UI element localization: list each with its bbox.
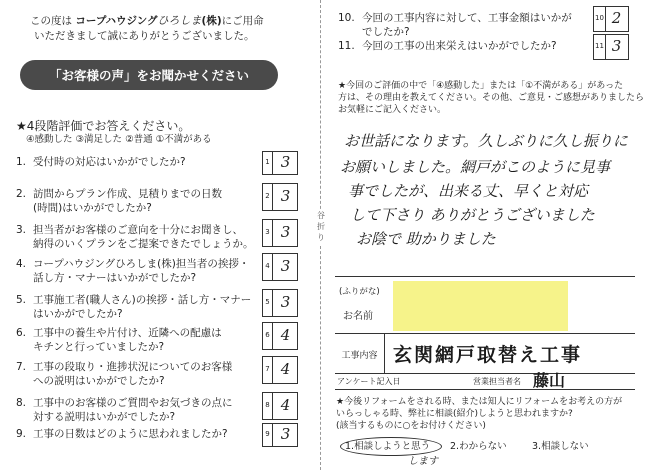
referral-option-2[interactable]: 2.わからない xyxy=(450,441,507,452)
question-line: 今回の工事の出来栄えはいかがでしたか? xyxy=(362,40,557,52)
company-name: コープハウジング xyxy=(75,15,158,27)
question-line: 話し方・マナーはいかがでしたか? xyxy=(33,271,197,284)
question-number: 6. xyxy=(16,327,27,339)
survey-date-label: アンケート記入日 xyxy=(337,377,401,386)
answer-box[interactable] xyxy=(593,6,629,32)
question-line: キチンと行っていましたか? xyxy=(33,340,165,353)
question-text xyxy=(33,428,228,442)
answer-value: 4 xyxy=(280,396,291,415)
answer-box-number: 11 xyxy=(594,35,606,59)
comment-handwritten-line: 事でしたが、出来る丈、早くと対応 xyxy=(348,182,589,200)
answer-box[interactable] xyxy=(262,392,298,420)
question-text xyxy=(33,397,233,424)
question-line: 工事の日数はどのように思われましたか? xyxy=(33,428,228,440)
question-line: はいかがでしたか? xyxy=(33,307,123,320)
question-number: 1. xyxy=(16,156,27,168)
company-suffix: (株) xyxy=(201,15,222,27)
answer-value: 3 xyxy=(280,223,291,242)
referral-intro-line: (該当するものに○をお付けください) xyxy=(336,421,486,432)
fold-char: 谷 xyxy=(317,211,325,220)
referral-option-1[interactable]: 1.相談しようと思う xyxy=(345,441,431,452)
comment-handwritten-line: お願いしました。網戸がこのように見事 xyxy=(340,158,611,176)
staff-value: 藤山 xyxy=(533,371,566,390)
question-text xyxy=(33,224,254,251)
question-line: 担当者がお客様のご意向を十分にお聞きし、 xyxy=(33,224,243,236)
comment-handwritten-line: お世話になります。久しぶりに久し振りに xyxy=(344,132,628,150)
referral-intro xyxy=(336,396,622,432)
answer-box[interactable] xyxy=(262,253,298,281)
survey-row xyxy=(335,371,635,390)
answer-box[interactable] xyxy=(593,34,629,60)
referral-intro-line: いらっしゃる時、弊社に相談(紹介)しようと思われますか? xyxy=(336,409,573,420)
question-number: 3. xyxy=(16,224,27,236)
comment-intro xyxy=(338,80,644,116)
answer-box-number: 5 xyxy=(263,290,273,316)
answer-value: 3 xyxy=(280,153,291,172)
answer-box-number: 4 xyxy=(263,254,273,280)
answer-box-number: 9 xyxy=(263,424,273,446)
question-text xyxy=(33,258,249,285)
question-number: 2. xyxy=(16,188,27,200)
fold-label xyxy=(315,210,327,244)
fold-char: 折 xyxy=(317,222,325,232)
question-number: 10. xyxy=(338,12,355,24)
answer-value: 2 xyxy=(611,9,622,28)
question-text xyxy=(362,40,557,54)
work-label-cell xyxy=(335,334,385,374)
work-label: 工事内容 xyxy=(341,350,378,361)
header-text: この度は xyxy=(30,15,72,27)
question-number: 7. xyxy=(16,361,27,373)
question-line: コープハウジングひろしま(株)担当者の挨拶・ xyxy=(33,258,250,270)
comment-handwritten-line: して下さり ありがとうございました xyxy=(350,206,595,224)
work-row xyxy=(335,334,635,374)
company-name-hw: ひろしま xyxy=(157,14,202,27)
answer-box-number: 8 xyxy=(263,393,273,419)
answer-box-number: 2 xyxy=(263,184,273,210)
answer-value: 3 xyxy=(280,257,291,276)
question-line: 工事中の養生や片付け、近隣への配慮は xyxy=(33,327,222,339)
header-text-2: にご用命 xyxy=(221,15,264,27)
comment-intro-line: ★今回のご評価の中で「④感動した」または「①不満がある」があった xyxy=(338,81,624,91)
question-number: 8. xyxy=(16,397,27,409)
rating-scale: ④感動した ③満足した ②普通 ①不満がある xyxy=(26,134,212,145)
answer-value: 3 xyxy=(280,293,291,312)
answer-value: 3 xyxy=(611,37,622,56)
question-number: 11. xyxy=(338,40,355,52)
question-number: 5. xyxy=(16,294,27,306)
answer-box-number: 3 xyxy=(263,220,273,246)
answer-box[interactable] xyxy=(262,151,298,175)
work-value: 玄関網戸取替え工事 xyxy=(393,344,583,366)
question-number: 4. xyxy=(16,258,27,270)
comment-intro-line: お気軽にご記入ください。 xyxy=(338,105,447,116)
comment-handwritten-line: お陰で 助かりました xyxy=(356,230,496,248)
question-line: 工事施工者(職人さん)の挨拶・話し方・マナー xyxy=(33,294,252,306)
answer-value: 4 xyxy=(280,326,291,345)
answer-box-number: 1 xyxy=(263,152,273,174)
fold-char: り xyxy=(317,233,325,243)
question-text xyxy=(33,156,186,170)
answer-value: 4 xyxy=(280,360,291,379)
answer-box[interactable] xyxy=(262,322,298,350)
question-text xyxy=(33,327,222,354)
furigana-label: (ふりがな) xyxy=(339,287,380,297)
answer-box-number: 6 xyxy=(263,323,273,349)
referral-option-3[interactable]: 3.相談しない xyxy=(532,441,589,452)
answer-box[interactable] xyxy=(262,356,298,384)
answer-value: 3 xyxy=(280,187,291,206)
name-label: お名前 xyxy=(343,311,373,322)
answer-box[interactable] xyxy=(262,423,298,447)
question-line: 受付時の対応はいかがでしたか? xyxy=(33,156,186,168)
header-line-1 xyxy=(30,14,264,29)
answer-box[interactable] xyxy=(262,289,298,317)
answer-value: 3 xyxy=(280,425,291,444)
question-line: でしたか? xyxy=(362,25,410,38)
comment-area xyxy=(338,122,638,270)
question-number: 9. xyxy=(16,428,27,440)
question-line: 今回の工事内容に対して、工事金額はいかが xyxy=(362,12,572,24)
header-line-2: いただきまして誠にありがとうございました。 xyxy=(34,30,255,42)
comment-intro-line: 方は、その理由を教えてください。その他、ご意見・ご感想がありましたら xyxy=(338,93,645,104)
question-line: 納得のいくプランをご提案できたでしょうか。 xyxy=(33,237,254,250)
question-line: 工事の段取り・進捗状況についてのお客様 xyxy=(33,361,233,373)
question-line: 工事中のお客様のご質問やお気づきの点に xyxy=(33,397,233,409)
question-line: 対する説明はいかがでしたか? xyxy=(33,410,176,423)
question-line: への説明はいかがでしたか? xyxy=(33,374,165,387)
answer-box[interactable] xyxy=(262,219,298,247)
question-line: 訪問からプラン作成、見積りまでの日数 xyxy=(33,188,222,200)
staff-label: 営業担当者名 xyxy=(473,377,521,386)
name-redaction xyxy=(393,281,568,331)
voice-banner: 「お客様の声」をお聞かせください xyxy=(20,60,278,90)
question-line: (時間)はいかがでしたか? xyxy=(33,201,152,214)
question-text xyxy=(33,294,251,321)
referral-intro-line: ★今後リフォームをされる時、または知人にリフォームをお考えの方が xyxy=(336,397,623,407)
question-text xyxy=(33,188,222,215)
answer-box-number: 7 xyxy=(263,357,273,383)
referral-handwritten-note: します xyxy=(408,456,438,467)
question-text xyxy=(362,12,572,39)
answer-box[interactable] xyxy=(262,183,298,211)
name-row xyxy=(335,276,635,334)
answer-box-number: 10 xyxy=(594,7,606,31)
question-text xyxy=(33,361,232,388)
rating-title: ★4段階評価でお答えください。 xyxy=(16,119,191,133)
